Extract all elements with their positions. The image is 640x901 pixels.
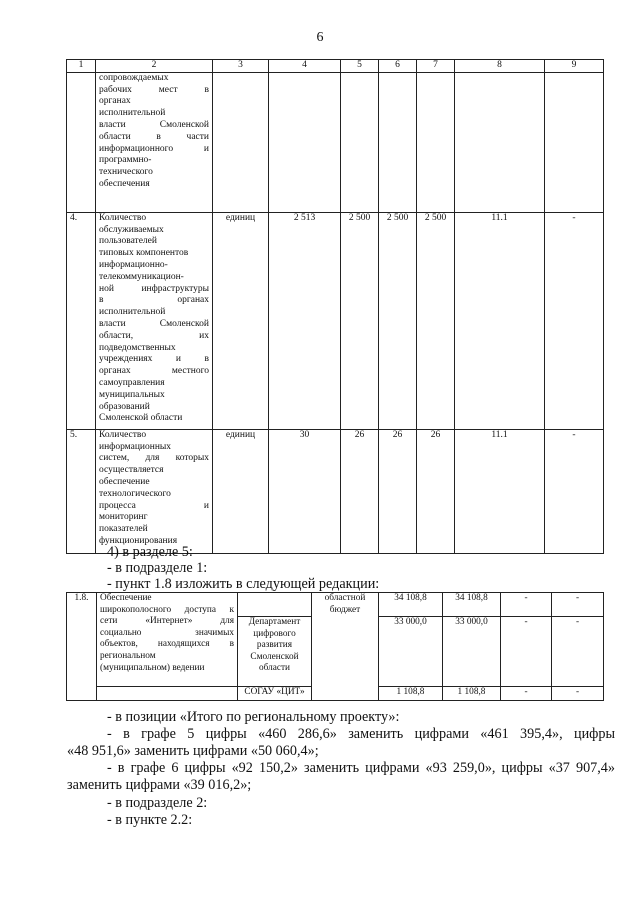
name-line: учреждениях и в — [99, 354, 209, 365]
value-cell: 2 513 — [269, 212, 341, 429]
name-line: технологического — [99, 488, 171, 499]
header-cell: 3 — [213, 60, 269, 73]
name-line: пользователей — [99, 236, 157, 247]
executor-cell: СОГАУ «ЦИТ» — [238, 687, 312, 701]
name-line: технического — [99, 167, 153, 178]
name-line: сети «Интернет» для — [100, 616, 234, 627]
name-line: региональном — [100, 650, 156, 661]
amount-cell: 33 000,0 — [443, 617, 501, 687]
executor-line: Смоленской — [250, 651, 299, 662]
value-cell: 30 — [269, 429, 341, 553]
value-cell: 26 — [379, 429, 417, 553]
header-cell: 8 — [455, 60, 545, 73]
header-cell: 6 — [379, 60, 417, 73]
amount-cell: - — [552, 687, 604, 701]
header-cell: 4 — [269, 60, 341, 73]
name-line: подведомственных — [99, 342, 176, 353]
amount-cell: - — [501, 617, 552, 687]
name-line: типовых компонентов — [99, 248, 189, 259]
table-row — [67, 212, 604, 429]
amount-cell: 34 108,8 — [443, 593, 501, 617]
row-number: 5. — [67, 429, 96, 553]
name-line: процесса и — [99, 500, 209, 511]
header-cell: 2 — [96, 60, 213, 73]
value-cell: 26 — [341, 429, 379, 553]
unit-cell — [213, 72, 269, 212]
row-number: 4. — [67, 212, 96, 429]
instruction-line: - в графе 5 цифры «460 286,6» заменить цифрами «461 395,4», цифры — [107, 726, 615, 742]
row-number: 1.8. — [67, 593, 97, 701]
instruction-line: - в пункте 2.2: — [107, 812, 193, 828]
name-line: объектов, находящихся в — [100, 639, 234, 650]
name-line: показателей — [99, 524, 148, 535]
executor-line: развития — [256, 640, 293, 651]
amount-cell: - — [501, 593, 552, 617]
name-line: самоуправления — [99, 377, 165, 388]
header-cell: 5 — [341, 60, 379, 73]
name-line: телекоммуникацион- — [99, 271, 184, 282]
indicators-table — [66, 59, 604, 554]
amount-cell: 33 000,0 — [379, 617, 443, 687]
name-line: широкополосного доступа к — [100, 604, 234, 615]
header-cell: 9 — [545, 60, 604, 73]
activity-name — [97, 593, 238, 687]
name-line: Количество — [99, 212, 147, 223]
name-line: функционирования — [99, 535, 178, 546]
name-line: исполнительной — [99, 307, 166, 318]
name-line: органах местного — [99, 366, 209, 377]
table-header-row — [67, 60, 604, 73]
amount-cell: - — [552, 617, 604, 687]
executor-line: области — [258, 663, 291, 674]
name-line: информационно- — [99, 259, 168, 270]
value-cell: 11.1 — [455, 429, 545, 553]
executor-cell — [238, 593, 312, 617]
name-line: области, их — [99, 330, 209, 341]
table-row — [67, 72, 604, 212]
name-line: обслуживаемых — [99, 224, 164, 235]
executor-cell — [238, 617, 312, 687]
section-line: 4) в разделе 5: — [107, 544, 193, 560]
executor-line: цифрового — [253, 628, 296, 639]
name-line: Смоленской области — [99, 413, 183, 424]
value-cell — [269, 72, 341, 212]
amount-cell: - — [552, 593, 604, 617]
value-cell: - — [545, 212, 604, 429]
name-line: ной инфраструктуры — [99, 283, 209, 294]
name-line: власти Смоленской — [99, 119, 209, 130]
executor-line: Департамент — [248, 617, 301, 627]
table-row — [67, 593, 604, 617]
name-line: осуществляется — [99, 465, 164, 476]
amount-cell: 1 108,8 — [379, 687, 443, 701]
name-line: органах — [99, 96, 131, 107]
header-cell: 7 — [417, 60, 455, 73]
name-line: сопровождаемых — [99, 72, 169, 83]
amount-cell: 34 108,8 — [379, 593, 443, 617]
name-line: Обеспечение — [100, 593, 152, 603]
value-cell: 11.1 — [455, 212, 545, 429]
funding-source — [312, 593, 379, 701]
instruction-line: - в позиции «Итого по региональному проекту»: — [107, 709, 400, 725]
instruction-line: - в подразделе 2: — [107, 795, 208, 811]
name-line: области в части — [99, 131, 209, 142]
indicator-name — [96, 429, 213, 553]
value-cell: 2 500 — [417, 212, 455, 429]
instruction-line: «48 951,6» заменить цифрами «50 060,4»; — [67, 743, 319, 759]
value-cell: 2 500 — [341, 212, 379, 429]
instruction-line: - в графе 6 цифры «92 150,2» заменить цифрами «93 259,0», цифры «37 907,4» — [107, 760, 615, 776]
instruction-line: заменить цифрами «39 016,2»; — [67, 777, 252, 793]
name-line: (муниципальном) ведении — [100, 662, 205, 673]
activity-name-continued — [97, 687, 238, 701]
value-cell: 2 500 — [379, 212, 417, 429]
name-line: власти Смоленской — [99, 318, 209, 329]
name-line: обеспечения — [99, 178, 150, 189]
activity-table — [66, 592, 604, 701]
indicator-name — [96, 72, 213, 212]
name-line: программно- — [99, 155, 152, 166]
name-line: обеспечение — [99, 476, 150, 487]
row-number — [67, 72, 96, 212]
name-line: информационных — [99, 441, 172, 452]
amount-cell: - — [501, 687, 552, 701]
header-cell: 1 — [67, 60, 96, 73]
value-cell: 26 — [417, 429, 455, 553]
section-line: - пункт 1.8 изложить в следующей редакции: — [107, 576, 380, 592]
name-line: исполнительной — [99, 108, 166, 119]
unit-cell: единиц — [213, 212, 269, 429]
unit-cell: единиц — [213, 429, 269, 553]
name-line: в органах — [99, 295, 209, 306]
section-line: - в подразделе 1: — [107, 560, 208, 576]
table-row — [67, 429, 604, 553]
name-line: мониторинг — [99, 512, 148, 523]
name-line: муниципальных — [99, 389, 165, 400]
value-cell — [417, 72, 455, 212]
amount-cell: 1 108,8 — [443, 687, 501, 701]
name-line: образований — [99, 401, 150, 412]
source-line: бюджет — [329, 604, 361, 615]
value-cell: - — [545, 429, 604, 553]
value-cell — [545, 72, 604, 212]
page-number: 6 — [316, 30, 324, 45]
value-cell — [341, 72, 379, 212]
name-line: Количество — [99, 429, 147, 440]
name-line: рабочих мест в — [99, 84, 209, 95]
name-line: систем, для которых — [99, 453, 209, 464]
name-line: информационного и — [99, 143, 209, 154]
name-line: социально значимых — [100, 627, 234, 638]
value-cell — [455, 72, 545, 212]
indicator-name — [96, 212, 213, 429]
source-line: областной — [324, 593, 366, 603]
value-cell — [379, 72, 417, 212]
